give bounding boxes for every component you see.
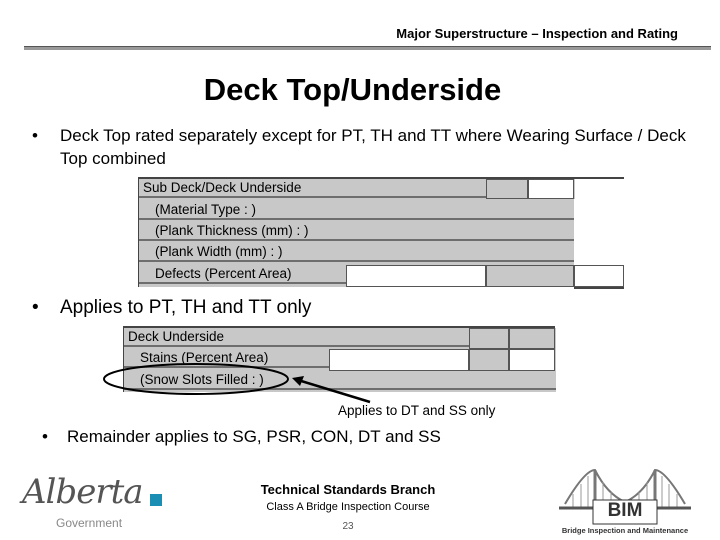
footer-branch: Technical Standards Branch <box>260 482 436 497</box>
bullet-1-text: Deck Top rated separately except for PT, TH and TT where Wearing Surface / Deck Top combined <box>60 126 686 168</box>
form-row-defects: Defects (Percent Area) <box>139 265 347 284</box>
alberta-logo <box>20 472 170 534</box>
form-row-material-type: (Material Type : ) <box>139 201 575 220</box>
bullet-2-text: Applies to PT, TH and TT only <box>60 297 312 318</box>
annotation-arrow-line <box>298 380 370 402</box>
form2-row-header: Deck Underside <box>124 328 470 347</box>
bullet-2-symbol: • <box>32 297 39 318</box>
form-row-plank-thickness: (Plank Thickness (mm) : ) <box>139 222 575 241</box>
bullet-3-symbol: • <box>42 427 48 446</box>
bullet-3-text: Remainder applies to SG, PSR, CON, DT and SS <box>67 427 441 446</box>
bullet-1-symbol: • <box>32 126 38 145</box>
footer-page-number: 23 <box>342 521 354 532</box>
form2-row-stains: Stains (Percent Area) <box>124 349 330 368</box>
bim-logo-subtitle: Bridge Inspection and Maintenance <box>561 526 689 535</box>
form-row-header: Sub Deck/Deck Underside <box>139 179 487 198</box>
alberta-logo-government: Government <box>56 516 123 530</box>
footer-course: Class A Bridge Inspection Course <box>266 501 430 513</box>
bullet-3 <box>42 425 441 448</box>
form2-row-snow-slots: (Snow Slots Filled : ) <box>124 371 556 390</box>
slide-title: Deck Top/Underside <box>203 72 502 107</box>
annotation-text: Applies to DT and SS only <box>338 403 496 418</box>
bim-logo-text: BIM <box>607 500 643 521</box>
bim-logo <box>555 464 695 538</box>
form-row-plank-width: (Plank Width (mm) : ) <box>139 243 575 262</box>
alberta-logo-square-icon <box>150 494 162 506</box>
snow-slots-highlight-ellipse <box>104 364 288 394</box>
header-title: Major Superstructure – Inspection and Rating <box>396 26 678 41</box>
alberta-logo-wordmark: Alberta <box>22 472 143 512</box>
